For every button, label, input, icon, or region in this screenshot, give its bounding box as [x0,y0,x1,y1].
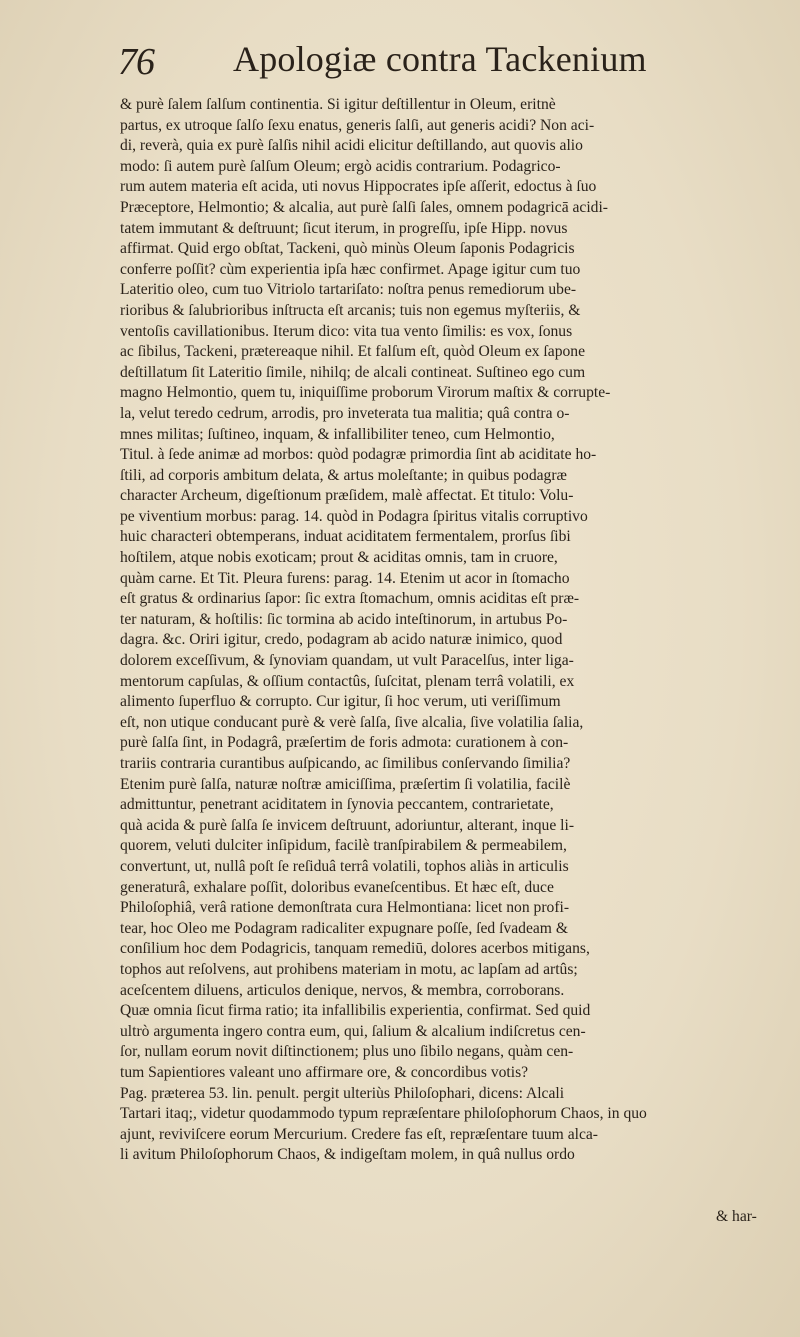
page-header [118,38,678,92]
text-line: generaturâ, exhalare poſſit, doloribus evaneſcentibus. Et hæc eſt, duce [120,878,554,896]
text-line: dagra. &c. Oriri igitur, credo, podagram ab acido naturæ inimico, quod [120,631,563,649]
text-line: Etenim purè ſalſa, naturæ noſtræ amiciſſima, præſertim ſi volatilia, facilè [120,775,571,793]
text-line: tophos aut reſolvens, aut prohibens materiam in motu, ac lapſam ad artûs; [120,960,578,978]
text-line: hoſtilem, atque nobis exoticam; prout & aciditas omnis, tam in cruore, [120,549,558,567]
text-line: ter naturam, & hoſtilis: ſic tormina ab acido inteſtinorum, in artubus Po- [120,610,568,628]
text-line: ajunt, reviviſcere eorum Mercurium. Credere fas eſt, repræſentare tuum alca- [120,1125,598,1143]
text-line: dolorem exceſſivum, & ſynoviam quandam, ut vult Paracelſus, inter liga- [120,652,574,670]
text-line: quàm carne. Et Tit. Pleura furens: parag. 14. Etenim ut acor in ſtomacho [120,569,570,587]
text-line: rioribus & ſalubrioribus inſtructa eſt arcanis; tuis non egemus myſteriis, & [120,301,581,319]
text-line: quorem, veluti dulciter inſipidum, facilè tranſpirabilem & permeabilem, [120,837,567,855]
running-title: Apologiæ contra Tackenium [233,39,647,79]
text-line: tum Sapientiores valeant uno affirmare ore, & concordibus votis? [120,1063,529,1081]
text-line: huic characteri obtemperans, induat aciditatem fermentalem, prorſus ſibi [120,528,571,546]
text-line: modo: ſi autem purè ſalſum Oleum; ergò acidis contrarium. Podagrico- [120,157,561,175]
text-line: Quæ omnia ſicut firma ratio; ita infallibilis experientia, confirmat. Sed quid [120,1002,591,1020]
text-line: Philoſophiâ, verâ ratione demonſtrata cura Helmontiana: licet non profi- [120,899,570,917]
text-line: ultrò argumenta ingero contra eum, qui, ſalium & alcalium indiſcretus cen- [120,1022,586,1040]
text-line: ac ſibilus, Tackeni, prætereaque nihil. Et falſum eſt, quòd Oleum ex ſapone [120,343,586,361]
text-line: tear, hoc Oleo me Podagram radicaliter expugnare poſſe, ſed ſvadeam & [120,919,568,937]
text-line: la, velut teredo cedrum, arrodis, pro inveterata tua malitia; quâ contra o- [120,404,570,422]
text-line: mentorum capſulas, & oſſium contactûs, ſuſcitat, plenam terrâ volatili, ex [120,672,575,690]
text-line: li avitum Philoſophorum Chaos, & indigeſtam molem, in quâ nullus ordo [120,1146,575,1164]
catchword: & har- [716,1208,757,1225]
text-line: mnes militas; ſuſtineo, inquam, & infallibiliter teneo, cum Helmontio, [120,425,555,443]
text-line: Titul. à ſede animæ ad morbos: quòd podagræ primordia ſint ab aciditate ho- [120,446,597,464]
text-line: ventoſis cavillationibus. Iterum dico: vita tua vento ſimilis: es vox, ſonus [120,322,573,340]
text-line: rum autem materia eſt acida, uti novus Hippocrates ipſe aſſerit, edoctus à ſuo [120,178,597,196]
text-line: conferre poſſit? cùm experientia ipſa hæc confirmet. Apage igitur cum tuo [120,260,581,278]
text-line: eſt gratus & ordinarius ſapor: ſic extra ſtomachum, omnis aciditas eſt præ- [120,590,580,608]
text-line: magno Helmontio, quem tu, iniquiſſime proborum Virorum maſtix & corrupte- [120,384,611,402]
text-line: quà acida & purè ſalſa ſe invicem deſtruunt, adoriuntur, alterant, inque li- [120,816,575,834]
text-line: partus, ex utroque ſalſo ſexu enatus, generis ſalſi, aut generis acidi? Non aci- [120,116,595,134]
body-text [120,95,768,1166]
text-line: purè ſalſa ſint, in Podagrâ, præſertim de foris admota: curationem à con- [120,734,569,752]
text-line: trariis contraria curantibus auſpicando, ac ſimilibus conſervando ſimilia? [120,755,571,772]
text-line: aceſcentem diluens, articulos denique, nervos, & membra, corroborans. [120,981,565,999]
text-line: affirmat. Quid ergo obſtat, Tackeni, quò minùs Oleum ſaponis Podagricis [120,240,575,258]
text-line: admittuntur, penetrant aciditatem in ſynovia peccantem, contrarietate, [120,796,554,814]
text-line: Præceptore, Helmontio; & alcalia, aut purè ſalſi ſales, omnem podagricā acidi- [120,198,609,216]
text-line: di, reverà, quia ex purè ſalſis nihil acidi elicitur deſtillando, aut quovis alio [120,137,583,155]
text-line: eſt, non utique conducant purè & verè ſalſa, ſive alcalia, ſive volatilia ſalia, [120,713,584,731]
text-line: Tartari itaq;, videtur quodammodo typum repræſentare philoſophorum Chaos, in quo [120,1105,647,1123]
text-line: tatem immutant & deſtruunt; ſicut iterum, in progreſſu, ipſe Hipp. novus [120,219,568,237]
text-line: character Archeum, digeſtionum præſidem, malè affectat. Et titulo: Volu- [120,487,574,505]
page-number: 76 [118,41,154,83]
text-line: ſtili, ad corporis ambitum delata, & artus moleſtante; in quibus podagræ [120,466,567,484]
text-line: alimento ſuperfluo & corrupto. Cur igitur, ſi hoc verum, uti veriſſimum [120,693,561,711]
text-line: pe viventium morbus: parag. 14. quòd in Podagra ſpiritus vitalis corruptivo [120,507,588,525]
text-line: & purè ſalem ſalſum continentia. Si igitur deſtillentur in Oleum, eritnè [120,96,556,113]
text-line: ſor, nullam eorum novit diſtinctionem; plus uno ſibilo negans, quàm cen- [120,1043,574,1061]
text-line: Lateritio oleo, cum tuo Vitriolo tartariſato: noſtra penus remediorum ube- [120,281,577,299]
text-line: convertunt, ut, nullâ poſt ſe reſiduâ terrâ volatili, tophos aliàs in articulis [120,857,569,875]
text-line: Pag. præterea 53. lin. penult. pergit ulteriùs Philoſophari, dicens: Alcali [120,1084,565,1102]
text-line: deſtillatum ſit Lateritio ſimile, nihilq; de alcali contineat. Suſtineo ego cum [120,363,586,381]
text-line: conſilium hoc dem Podagricis, tanquam remediū, dolores acerbos mitigans, [120,940,590,958]
